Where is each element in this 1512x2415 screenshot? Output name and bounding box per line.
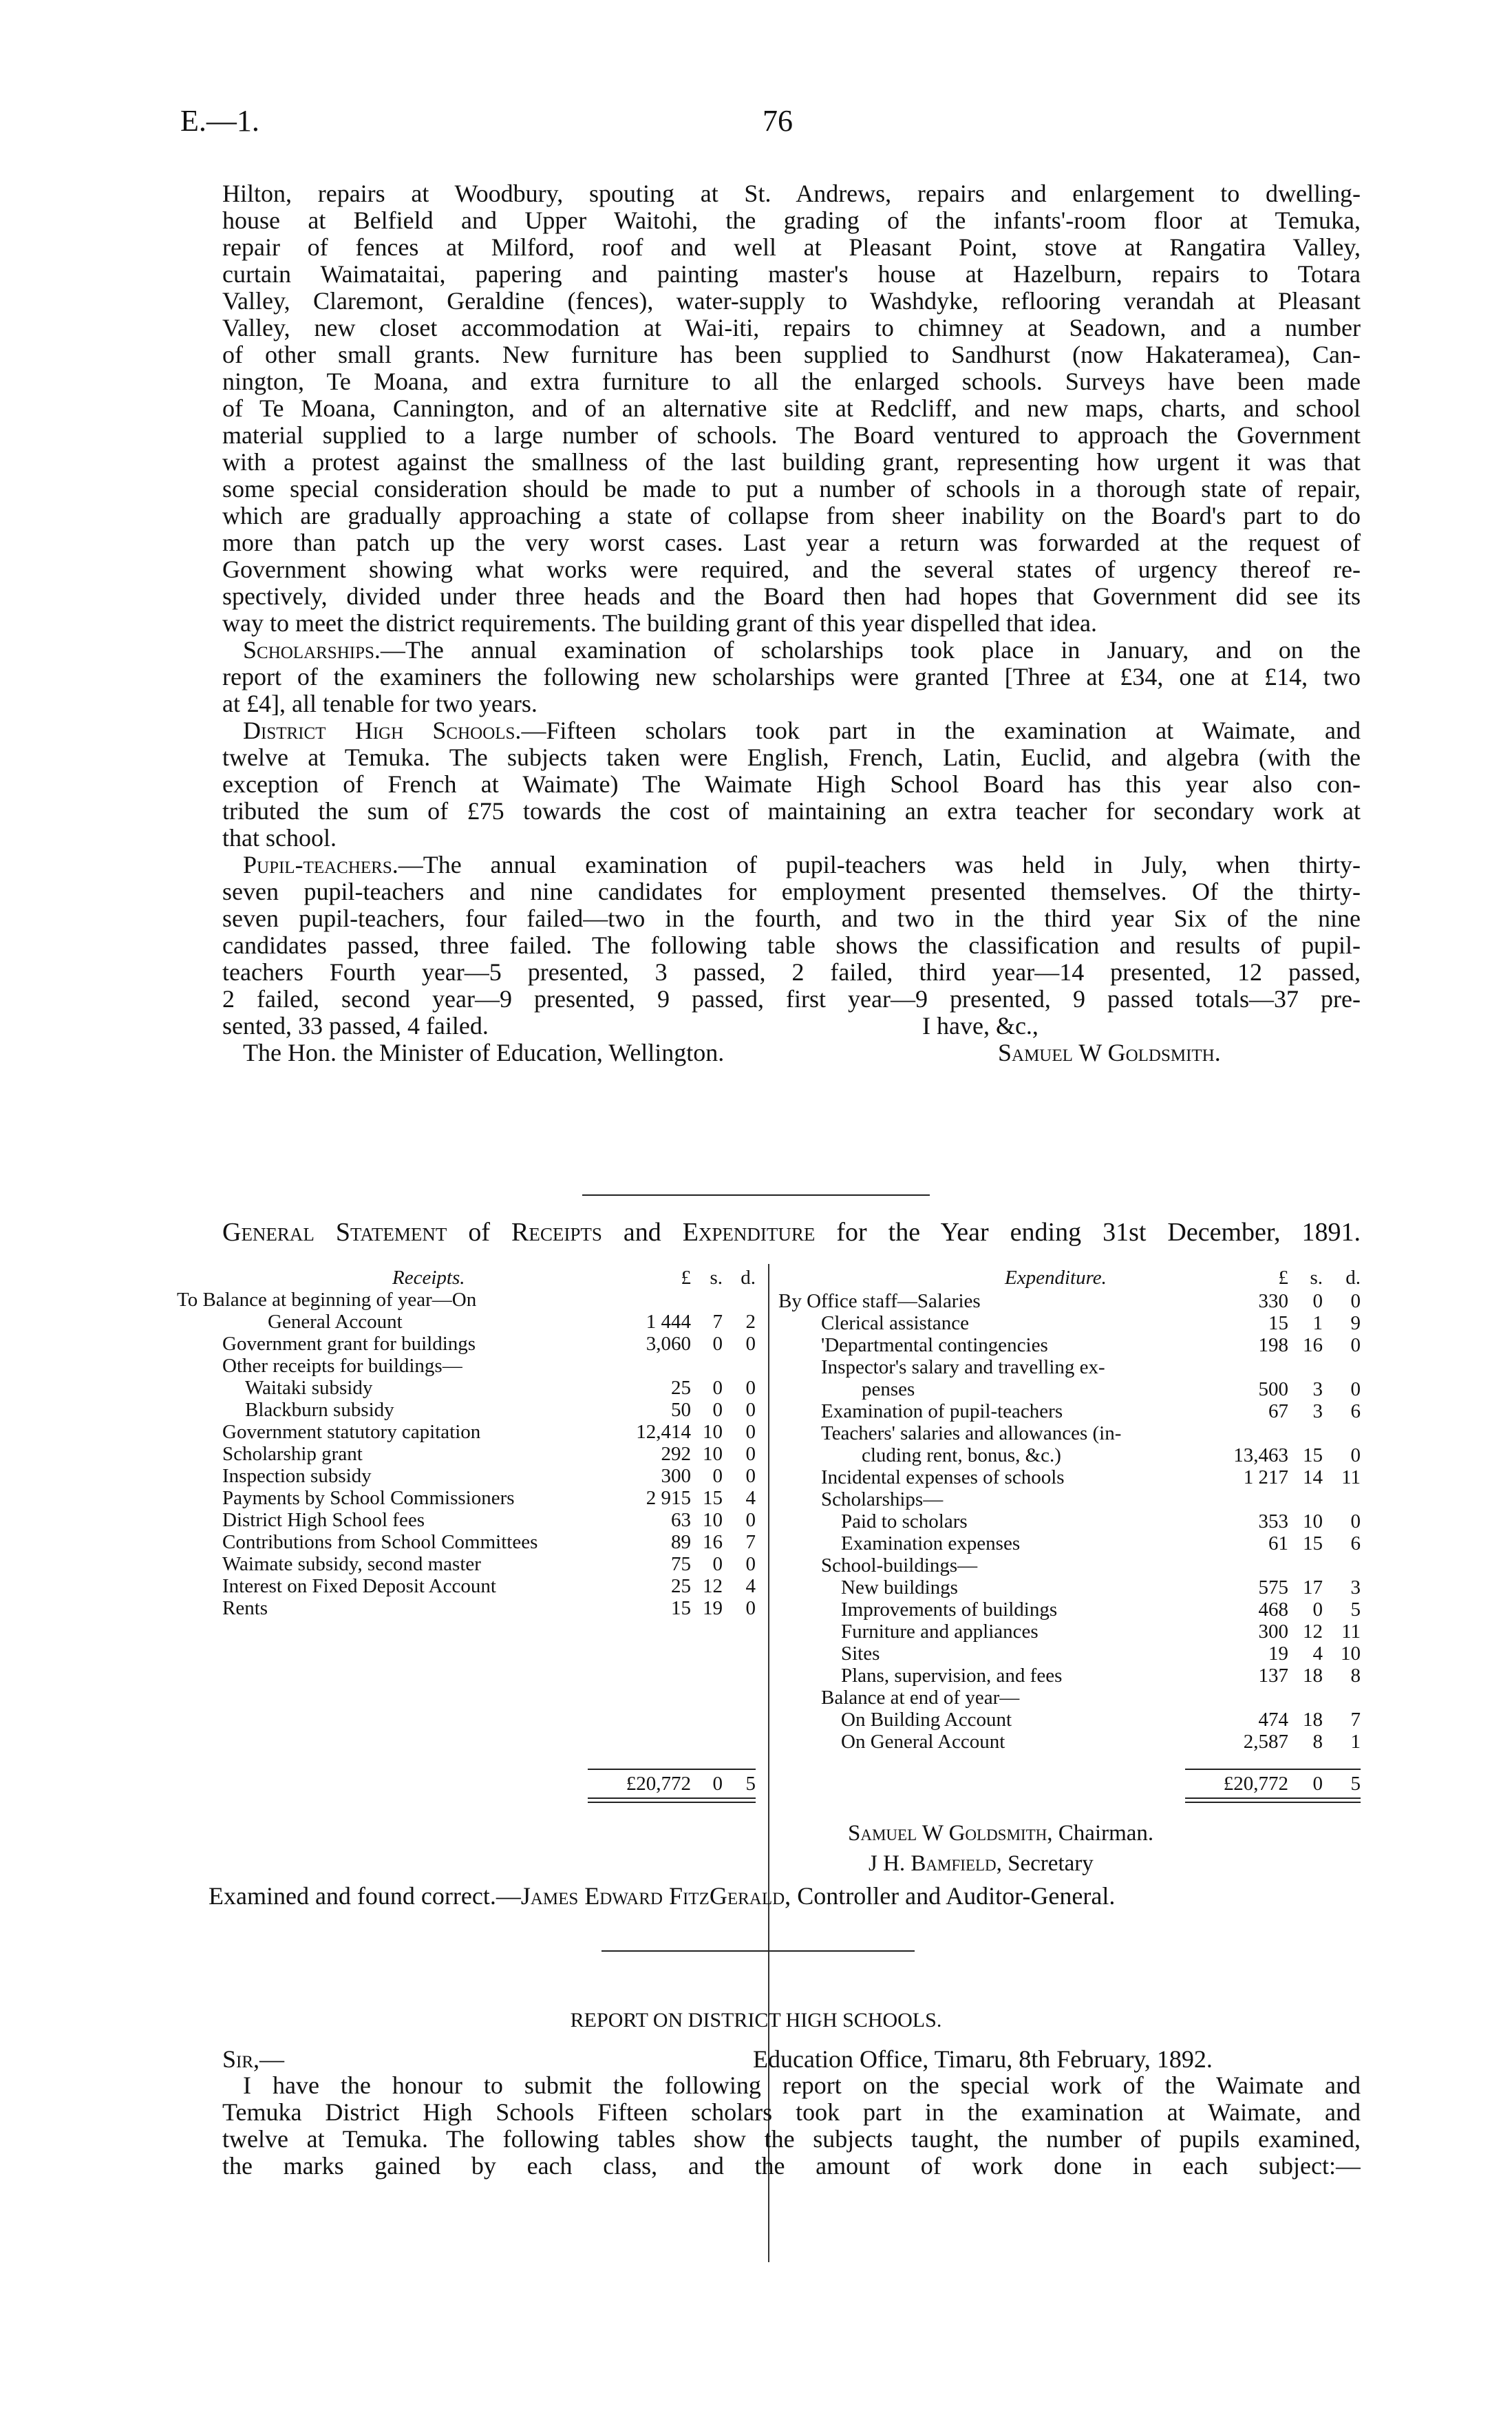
text-line [222,288,1361,315]
receipts-row-label: Payments by School Commissioners [222,1487,515,1509]
expenditure-amount-pounds: 61 [1268,1532,1288,1554]
text-line [222,690,1361,717]
line-text: with a protest against the smallness of the last building grant, representing how urgent it was that [222,449,1361,476]
receipts-row-label: Waitaki subsidy [245,1377,373,1399]
line-text: —The annual examination of scholarships took place in January, and on the [380,637,1361,664]
statement-title [222,1217,1361,1247]
receipts-amount-shillings: 0 [712,1399,723,1421]
expenditure-total-rule [1185,1769,1361,1770]
receipts-amount-pounds: 75 [671,1553,691,1575]
title-part: Expenditure [682,1218,816,1247]
expenditure-amount-shillings: 3 [1312,1378,1323,1400]
expenditure-row-label: Examination of pupil-teachers [821,1400,1063,1422]
report-text [222,2072,1361,2180]
receipts-amount-shillings: 10 [703,1421,723,1443]
receipts-amount-shillings: 19 [703,1597,723,1619]
line-text: teachers Fourth year—5 presented, 3 passed, 2 failed, third year—14 presented, 12 passed, [222,959,1361,986]
line-text: repair of fences at Milford, roof and well at Pleasant Point, stove at Rangatira Valley, [222,234,1361,261]
expenditure-row-label: Paid to scholars [841,1510,968,1532]
receipts-row-label: Rents [222,1597,268,1619]
receipts-row-label: Waimate subsidy, second master [222,1553,481,1575]
line-text: twelve at Temuka. The following tables show the subjects taught, the number of pupils examined, [222,2126,1361,2153]
receipts-row-label: Interest on Fixed Deposit Account [222,1575,496,1597]
expenditure-amount-pounds: 19 [1268,1643,1288,1665]
divider [601,1950,915,1952]
receipts-amount-pence: 0 [745,1443,756,1465]
expenditure-amount-shillings: 18 [1303,1709,1323,1731]
expenditure-amount-shillings: 0 [1312,1599,1323,1621]
expenditure-amount-pence: 9 [1350,1312,1361,1334]
line-text: Government showing what works were required, and the several states of urgency thereof re- [222,556,1361,583]
title-part: of [468,1218,490,1247]
text-line [222,234,1361,261]
receipts-row-label: Government grant for buildings [222,1333,476,1355]
receipts-amount-pounds: 89 [671,1531,691,1553]
line-text: report of the examiners the following new scholarships were granted [Three at £34, one at £14, two [222,664,1361,690]
title-part: for the Year ending 31st December, 1891. [836,1218,1361,1247]
expenditure-amount-pounds: 67 [1268,1400,1288,1422]
expenditure-amount-pence: 6 [1350,1400,1361,1422]
expenditure-row-label: Teachers' salaries and allowances (in- [821,1422,1122,1444]
expenditure-amount-pence: 3 [1350,1576,1361,1599]
text-line [222,1040,1361,1066]
text-line [222,2126,1361,2153]
line-text: which are gradually approaching a state of collapse from sheer inability on the Board's part to do [222,503,1361,529]
expenditure-total-amount: £20,772 [1223,1773,1288,1795]
text-line [222,852,1361,878]
text-line [222,905,1361,932]
receipts-amount-pence: 0 [745,1597,756,1619]
text-line [222,959,1361,986]
text-line [222,825,1361,852]
body-text [222,180,1361,1066]
line-text: curtain Waimataitai, papering and painting master's house at Hazelburn, repairs to Totara [222,261,1361,288]
section-lead: District High Schools. [243,717,522,744]
text-line [222,556,1361,583]
receipts-amount-pounds: 292 [661,1443,691,1465]
receipts-amount-pounds: 300 [661,1465,691,1487]
signature: Samuel W Goldsmith. [998,1039,1221,1066]
expenditure-amount-shillings: 15 [1303,1532,1323,1554]
expenditure-amount-shillings: 18 [1303,1665,1323,1687]
receipts-row-label: District High School fees [222,1509,425,1531]
line-text: seven pupil-teachers and nine candidates for employment presented themselves. Of the thirty- [222,878,1361,905]
line-text: Valley, Claremont, Geraldine (fences), water-supply to Washdyke, reflooring verandah at Pleasant [222,288,1361,315]
text-line [222,341,1361,368]
receipts-amount-pence: 0 [745,1399,756,1421]
receipts-amount-pounds: 15 [671,1597,691,1619]
receipts-amount-pence: 0 [745,1421,756,1443]
expenditure-total-amount: 0 [1312,1773,1323,1795]
line-text: of other small grants. New furniture has been supplied to Sandhurst (now Hakateramea), Can- [222,341,1361,368]
receipts-row-label: Scholarship grant [222,1443,363,1465]
section-code: E.—1. [180,104,259,138]
expenditure-heading: Expenditure. [1005,1267,1107,1289]
line-text: sented, 33 passed, 4 failed. [222,1012,489,1040]
expenditure-row-label: penses [862,1378,915,1400]
expenditure-amount-pence: 0 [1350,1444,1361,1466]
receipts-amount-shillings: 15 [703,1487,723,1509]
expenditure-amount-shillings: 4 [1312,1643,1323,1665]
expenditure-amount-pounds: 468 [1258,1599,1288,1621]
receipts-amount-pounds: 1 444 [646,1311,691,1333]
receipts-amount-shillings: 0 [712,1553,723,1575]
expenditure-row-label: School-buildings— [821,1554,978,1576]
chairman-signature [848,1821,1153,1846]
closing: I have, &c., [922,1012,1039,1040]
receipts-amount-pounds: 50 [671,1399,691,1421]
section-lead: Scholarships. [243,637,381,664]
auditor-name: James Edward FitzGerald, [520,1882,791,1910]
text-line [222,986,1361,1013]
receipts-row-label: Blackburn subsidy [245,1399,394,1421]
text-line [222,2153,1361,2180]
text-line [222,395,1361,422]
expenditure-amount-pence: 7 [1350,1709,1361,1731]
expenditure-amount-pence: 11 [1341,1621,1361,1643]
expenditure-amount-pounds: 15 [1268,1312,1288,1334]
expenditure-total-double-rule [1185,1802,1361,1803]
expenditure-row-label: Incidental expenses of schools [821,1466,1065,1488]
divider [582,1194,930,1196]
receipts-amount-shillings: 16 [703,1531,723,1553]
receipts-total-double-rule [588,1797,756,1799]
line-text: Temuka District High Schools Fifteen scholars took part in the examination at Waimate, and [222,2099,1361,2126]
line-text: of Te Moana, Cannington, and of an alternative site at Redcliff, and new maps, charts, and school [222,395,1361,422]
line-text: I have the honour to submit the following report on the special work of the Waimate and [243,2072,1361,2099]
audit-prefix: Examined and found correct.— [209,1882,521,1910]
text-line [222,637,1361,664]
expenditure-row-label: On General Account [841,1731,1005,1753]
line-text: Hilton, repairs at Woodbury, spouting at St. Andrews, repairs and enlargement to dwelling- [222,180,1361,207]
expenditure-amount-shillings: 12 [1303,1621,1323,1643]
receipts-amount-pence: 7 [745,1531,756,1553]
receipts-amount-shillings: 0 [712,1465,723,1487]
receipts-total-amount: 0 [712,1773,723,1795]
line-text: spectively, divided under three heads and the Board then had hopes that Government did see its [222,583,1361,610]
line-text: the marks gained by each class, and the amount of work done in each subject:— [222,2153,1361,2180]
text-line [222,744,1361,771]
expenditure-row-label: cluding rent, bonus, &c.) [862,1444,1061,1466]
text-line [222,180,1361,207]
receipts-amount-pounds: 3,060 [646,1333,691,1355]
expenditure-amount-pounds: 1 217 [1243,1466,1288,1488]
expenditure-total-double-rule [1185,1797,1361,1799]
title-part: Receipts [511,1218,602,1247]
text-line [222,476,1361,503]
expenditure-column-header: s. [1310,1267,1323,1289]
secretary-signature [869,1851,1094,1877]
expenditure-amount-shillings: 15 [1303,1444,1323,1466]
secretary-role: Secretary [1008,1851,1094,1876]
expenditure-amount-shillings: 8 [1312,1731,1323,1753]
expenditure-amount-shillings: 1 [1312,1312,1323,1334]
receipts-amount-pence: 0 [745,1509,756,1531]
expenditure-column-header: d. [1345,1267,1361,1289]
line-text: that school. [222,824,337,852]
text-line [222,878,1361,905]
expenditure-row-label: Inspector's salary and travelling ex- [821,1356,1105,1378]
expenditure-amount-pounds: 353 [1258,1510,1288,1532]
expenditure-amount-pence: 6 [1350,1532,1361,1554]
line-text: 2 failed, second year—9 presented, 9 passed, first year—9 presented, 9 passed totals—37 pre- [222,986,1361,1013]
expenditure-total-amount: 5 [1350,1773,1361,1795]
receipts-amount-pence: 4 [745,1575,756,1597]
expenditure-amount-pence: 0 [1350,1510,1361,1532]
line-text: The Hon. the Minister of Education, Wellington. [243,1039,725,1066]
expenditure-amount-pounds: 198 [1258,1334,1288,1356]
text-line [222,2072,1361,2099]
expenditure-amount-shillings: 10 [1303,1510,1323,1532]
receipts-total-double-rule [588,1802,756,1803]
expenditure-amount-pounds: 13,463 [1233,1444,1288,1466]
expenditure-amount-pence: 1 [1350,1731,1361,1753]
receipts-column-header: £ [681,1267,691,1289]
text-line [222,610,1361,637]
receipts-row-label: General Account [268,1311,403,1333]
expenditure-amount-pence: 0 [1350,1378,1361,1400]
line-text: some special consideration should be made to put a number of schools in a thorough state of repair, [222,476,1361,503]
line-text: material supplied to a large number of schools. The Board ventured to approach the Government [222,422,1361,449]
receipts-amount-pounds: 63 [671,1509,691,1531]
expenditure-amount-pounds: 137 [1258,1665,1288,1687]
line-text: seven pupil-teachers, four failed—two in the fourth, and two in the third year Six of the nine [222,905,1361,932]
receipts-amount-pounds: 12,414 [636,1421,691,1443]
line-text: —Fifteen scholars took part in the examination at Waimate, and [521,717,1361,744]
receipts-amount-pence: 0 [745,1377,756,1399]
receipts-amount-pounds: 25 [671,1377,691,1399]
expenditure-amount-pounds: 474 [1258,1709,1288,1731]
text-line [222,583,1361,610]
receipts-row-label: Inspection subsidy [222,1465,372,1487]
expenditure-amount-pence: 0 [1350,1290,1361,1312]
section-lead: Pupil-teachers. [243,852,398,878]
chairman-role: Chairman. [1058,1821,1154,1846]
expenditure-amount-pounds: 500 [1258,1378,1288,1400]
receipts-amount-pence: 0 [745,1333,756,1355]
salutation: Sir,— [222,2045,285,2073]
expenditure-row-label: Furniture and appliances [841,1621,1039,1643]
receipts-row-label: Contributions from School Committees [222,1531,538,1553]
line-text: house at Belfield and Upper Waitohi, the grading of the infants'-room floor at Temuka, [222,207,1361,234]
expenditure-row-label: Balance at end of year— [821,1687,1020,1709]
line-text: —The annual examination of pupil-teachers was held in July, when thirty- [398,852,1361,878]
audit-line [209,1881,1115,1910]
expenditure-amount-shillings: 16 [1303,1334,1323,1356]
expenditure-row-label: New buildings [841,1576,958,1599]
expenditure-amount-shillings: 0 [1312,1290,1323,1312]
expenditure-amount-shillings: 17 [1303,1576,1323,1599]
expenditure-row-label: Improvements of buildings [841,1599,1058,1621]
receipts-row-label: Government statutory capitation [222,1421,481,1443]
receipts-amount-shillings: 0 [712,1377,723,1399]
line-text: twelve at Temuka. The subjects taken were English, French, Latin, Euclid, and algebra (with the [222,744,1361,771]
line-text: more than patch up the very worst cases. Last year a return was forwarded at the request of [222,529,1361,556]
chairman-name: Samuel W Goldsmith, [848,1821,1053,1846]
receipts-amount-shillings: 12 [703,1575,723,1597]
receipts-row-label: Other receipts for buildings— [222,1355,462,1377]
text-line [222,529,1361,556]
expenditure-row-label: Sites [841,1643,880,1665]
expenditure-row-label: 'Departmental contingencies [821,1334,1048,1356]
receipts-amount-shillings: 7 [712,1311,723,1333]
receipts-amount-shillings: 10 [703,1443,723,1465]
receipts-amount-pounds: 2 915 [646,1487,691,1509]
text-line [222,2099,1361,2126]
receipts-amount-pence: 4 [745,1487,756,1509]
line-text: at £4], all tenable for two years. [222,690,537,717]
receipts-amount-pence: 2 [745,1311,756,1333]
line-text: exception of French at Waimate) The Waimate High School Board has this year also con- [222,771,1361,798]
expenditure-amount-shillings: 14 [1303,1466,1323,1488]
title-part: General Statement [222,1218,447,1247]
line-text: tributed the sum of £75 towards the cost of maintaining an extra teacher for secondary work at [222,798,1361,825]
expenditure-amount-pounds: 300 [1258,1621,1288,1643]
line-text: nington, Te Moana, and extra furniture to all the enlarged schools. Surveys have been made [222,368,1361,395]
expenditure-amount-shillings: 3 [1312,1400,1323,1422]
text-line [222,771,1361,798]
page-number: 76 [763,104,793,138]
text-line [222,1013,1361,1040]
text-line [222,717,1361,744]
text-line [222,368,1361,395]
secretary-name: J H. Bamfield, [869,1851,1002,1876]
receipts-column-header: d. [741,1267,756,1289]
receipts-row-label: To Balance at beginning of year—On [177,1289,477,1311]
expenditure-amount-pence: 10 [1341,1643,1361,1665]
expenditure-row-label: Plans, supervision, and fees [841,1665,1063,1687]
expenditure-amount-pounds: 330 [1258,1290,1288,1312]
expenditure-row-label: On Building Account [841,1709,1012,1731]
dateline: Education Office, Timaru, 8th February, 1892. [753,2045,1213,2073]
expenditure-row-label: Examination expenses [841,1532,1021,1554]
expenditure-row-label: Scholarships— [821,1488,944,1510]
line-text: candidates passed, three failed. The following table shows the classification and results of pupil- [222,932,1361,959]
receipts-column-header: s. [710,1267,723,1289]
receipts-total-rule [588,1769,756,1770]
report-title: REPORT ON DISTRICT HIGH SCHOOLS. [570,2009,942,2032]
expenditure-amount-pounds: 575 [1258,1576,1288,1599]
text-line [222,798,1361,825]
receipts-amount-pence: 0 [745,1465,756,1487]
receipts-amount-shillings: 0 [712,1333,723,1355]
text-line [222,315,1361,341]
receipts-amount-pounds: 25 [671,1575,691,1597]
receipts-amount-pence: 0 [745,1553,756,1575]
expenditure-amount-pence: 8 [1350,1665,1361,1687]
title-part: and [623,1218,661,1247]
text-line [222,664,1361,690]
text-line [222,449,1361,476]
line-text: way to meet the district requirements. The building grant of this year dispelled that idea. [222,609,1097,637]
expenditure-amount-pence: 0 [1350,1334,1361,1356]
text-line [222,422,1361,449]
receipts-amount-shillings: 10 [703,1509,723,1531]
expenditure-amount-pence: 5 [1350,1599,1361,1621]
expenditure-amount-pounds: 2,587 [1243,1731,1288,1753]
line-text: Valley, new closet accommodation at Wai-iti, repairs to chimney at Seadown, and a number [222,315,1361,341]
receipts-total-amount: £20,772 [626,1773,691,1795]
text-line [222,261,1361,288]
receipts-heading: Receipts. [392,1267,465,1289]
text-line [222,207,1361,234]
text-line [222,503,1361,529]
expenditure-row-label: By Office staff—Salaries [778,1290,981,1312]
expenditure-row-label: Clerical assistance [821,1312,969,1334]
auditor-title: Controller and Auditor-General. [797,1882,1116,1910]
expenditure-column-header: £ [1278,1267,1288,1289]
receipts-total-amount: 5 [745,1773,756,1795]
expenditure-amount-pence: 11 [1341,1466,1361,1488]
text-line [222,932,1361,959]
